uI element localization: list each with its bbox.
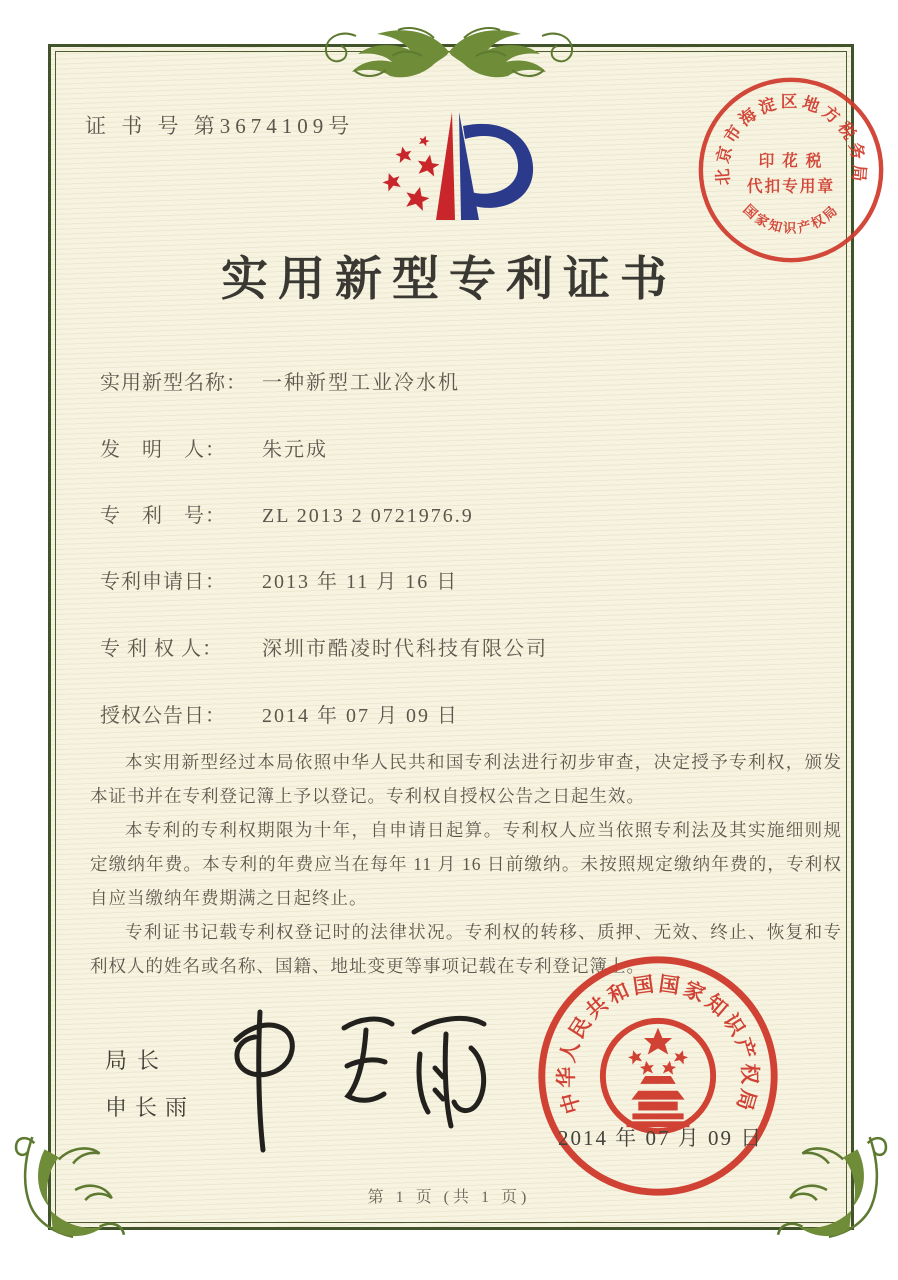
tax-stamp-center-line2: 代扣专用章 (746, 178, 836, 196)
director-title: 局长 (105, 1048, 170, 1073)
body-paragraph: 本实用新型经过本局依照中华人民共和国专利法进行初步审查，决定授予专利权，颁发本证书并在专利登记簿上予以登记。专利权自授权公告之日起生效。 (90, 752, 842, 806)
tax-stamp (693, 70, 889, 270)
field-label: 授权公告日： (100, 705, 226, 727)
field-row-grant-date (100, 699, 459, 728)
field-row-patentee (100, 632, 548, 661)
logo-blue-bowl (463, 124, 533, 208)
field-label: 专 利 权 人： (100, 638, 223, 660)
field-value: 一种新型工业冷水机 (262, 372, 460, 394)
tax-stamp-ring-bottom: 国家知识产权局 (740, 201, 842, 236)
svg-text:北京市海淀区地方税务局 (712, 92, 870, 186)
field-value: 深圳市酷凌时代科技有限公司 (262, 638, 548, 660)
director-signature (208, 998, 498, 1158)
field-row-patent-number (100, 499, 474, 528)
certificate-title: 实用新型专利证书 (221, 254, 677, 306)
national-emblem (603, 1021, 713, 1131)
tax-stamp-ring-top: 北京市海淀区地方税务局 (712, 92, 870, 186)
official-seal (530, 948, 786, 1204)
field-row-filing-date (100, 565, 458, 594)
seal-date: 2014 年 07 月 09 日 (558, 1126, 764, 1150)
page-footer: 第 1 页 (共 1 页) (367, 1189, 531, 1206)
official-seal-ring-text: 中华人民共和国国家知识产权局 (556, 973, 760, 1116)
field-label: 发 明 人： (100, 439, 226, 461)
svg-text:国家知识产权局 (740, 201, 841, 236)
field-label: 实用新型名称： (100, 372, 247, 394)
certificate-number: 证 书 号 第3674109号 (85, 114, 355, 138)
logo-red-wedge (436, 112, 455, 220)
field-row-inventor (100, 433, 328, 462)
field-value: 2014 年 07 月 09 日 (262, 705, 459, 727)
field-value: 朱元成 (262, 439, 328, 461)
patent-office-logo (333, 98, 571, 240)
body-paragraph: 专利证书记载专利权登记时的法律状况。专利权的转移、质押、无效、终止、恢复和专利权人的姓名或名称、国籍、地址变更等事项记载在专利登记簿上。 (90, 922, 842, 976)
field-label: 专利申请日： (100, 571, 226, 593)
star-icon (380, 134, 441, 212)
field-value: ZL 2013 2 0721976.9 (262, 505, 474, 527)
tax-stamp-center-line1: 印 花 税 (758, 153, 824, 171)
body-paragraph: 本专利的专利权期限为十年，自申请日起算。专利权人应当依照专利法及其实施细则规定缴纳年费。本专利的年费应当在每年 11 月 16 日前缴纳。未按照规定缴纳年费的，专利权自应当缴纳年费期满之日起终止。 (90, 820, 842, 908)
director-block (105, 1044, 195, 1122)
field-row-utility-model-name (100, 366, 460, 395)
field-value: 2013 年 11 月 16 日 (262, 571, 459, 593)
director-name: 申长雨 (105, 1095, 196, 1120)
field-label: 专 利 号： (100, 505, 226, 527)
